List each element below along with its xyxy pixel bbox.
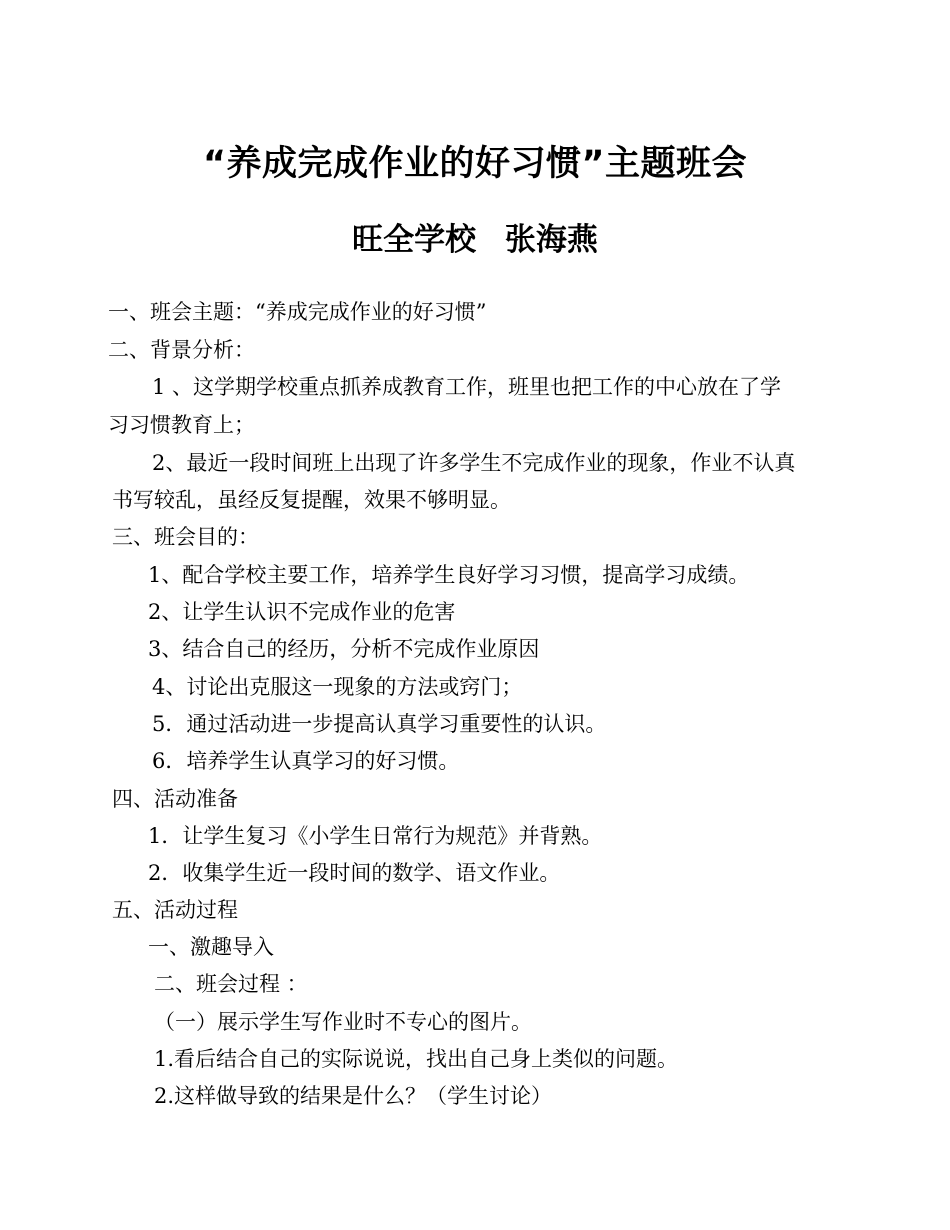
list-item: 3、结合自己的经历，分析不完成作业原因 — [148, 637, 540, 661]
paragraph-line: 1 、这学期学校重点抓养成教育工作，班里也把工作的中心放在了学 — [152, 375, 782, 399]
section-heading: 四、活动准备 — [112, 787, 238, 811]
list-item: 4、讨论出克服这一现象的方法或窍门； — [152, 675, 523, 699]
list-item: 一、激趣导入 — [148, 935, 274, 959]
section-heading: 二、背景分析： — [108, 338, 255, 362]
list-item: （一）展示学生写作业时不专心的图片。 — [154, 1010, 532, 1034]
list-item: 2、让学生认识不完成作业的危害 — [148, 600, 456, 624]
list-item: 1、配合学校主要工作，培养学生良好学习习惯，提高学习成绩。 — [148, 563, 750, 587]
author-line: 旺全学校 张海燕 — [352, 222, 598, 258]
section-heading: 一、班会主题：“养成完成作业的好习惯” — [108, 300, 487, 324]
section-heading: 三、班会目的： — [112, 525, 259, 549]
paragraph-line: 2、最近一段时间班上出现了许多学生不完成作业的现象，作业不认真 — [152, 451, 796, 475]
paragraph-line: 书写较乱，虽经反复提醒，效果不够明显。 — [112, 488, 511, 512]
list-item: 1．让学生复习《小学生日常行为规范》并背熟。 — [148, 824, 603, 848]
section-heading: 五、活动过程 — [112, 898, 238, 922]
list-item: 二、班会过程 ： — [154, 972, 308, 996]
list-item: 6．培养学生认真学习的好习惯。 — [152, 749, 460, 773]
page-title: “养成完成作业的好习惯”主题班会 — [202, 144, 747, 184]
paragraph-line: 习习惯教育上； — [108, 413, 255, 437]
list-item: 2.这样做导致的结果是什么？（学生讨论） — [154, 1084, 553, 1108]
list-item: 1.看后结合自己的实际说说，找出自己身上类似的问题。 — [154, 1047, 679, 1071]
list-item: 2．收集学生近一段时间的数学、语文作业。 — [148, 861, 561, 885]
list-item: 5．通过活动进一步提高认真学习重要性的认识。 — [152, 712, 607, 736]
